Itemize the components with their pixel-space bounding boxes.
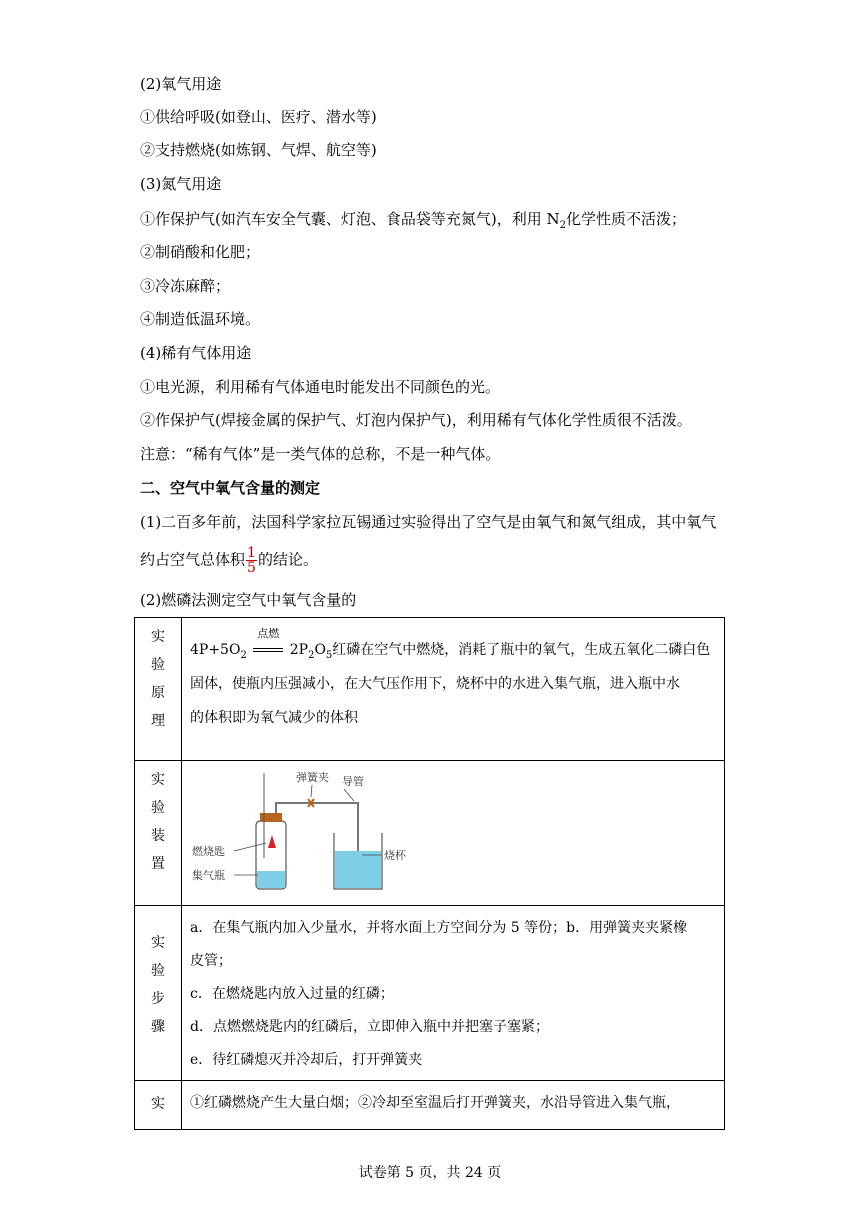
subscript: 2	[240, 649, 247, 661]
text-line: ②制硝酸和化肥；	[140, 243, 261, 261]
section-noble-gas-uses: (4)稀有气体用途	[140, 344, 252, 362]
section-heading: 二、空气中氧气含量的测定	[140, 479, 321, 497]
fraction	[246, 546, 257, 575]
table-row-principle	[135, 618, 725, 761]
header-char: 验	[151, 657, 165, 673]
text-line	[140, 546, 318, 575]
header-char: 理	[151, 713, 165, 729]
fraction-denominator: 5	[247, 560, 256, 576]
leader-line	[311, 785, 312, 797]
text-line: ①供给呼吸(如登山、医疗、潜水等)	[140, 108, 377, 126]
header-char: 实	[151, 629, 165, 645]
text-line: ②作保护气(焊接金属的保护气、灯泡内保护气)，利用稀有气体化学性质很不活泼。	[140, 411, 692, 429]
text-fragment: 化学性质不活泼；	[565, 210, 686, 228]
label-bottle: 集气瓶	[192, 869, 225, 882]
equation-line	[190, 627, 716, 661]
text-line: ④制造低温环境。	[140, 310, 261, 328]
step-line: 皮管；	[190, 953, 232, 969]
beaker-water	[335, 851, 381, 888]
principle-text: 红磷在空气中燃烧，消耗了瓶中的氧气，生成五氧化二磷白色	[332, 642, 711, 658]
label-spoon: 燃烧匙	[192, 845, 225, 858]
step-line: d．点燃燃烧匙内的红磷后，立即伸入瓶中并把塞子塞紧；	[190, 1019, 549, 1035]
step-line: a．在集气瓶内加入少量水，并将水面上方空间分为 5 等份；b．用弹簧夹夹紧橡	[190, 920, 688, 936]
header-char: 装	[151, 828, 165, 844]
text-fragment: 的结论。	[257, 550, 318, 569]
text-line	[140, 209, 686, 229]
principle-cell	[182, 618, 725, 761]
page-footer: 试卷第 5 页，共 24 页	[358, 1165, 502, 1181]
apparatus-diagram	[186, 763, 426, 903]
principle-text: 的体积即为氧气减少的体积	[190, 710, 358, 726]
leader-line	[344, 789, 354, 801]
text-line: (2)燃磷法测定空气中氧气含量的	[140, 591, 357, 609]
header-char: 骤	[151, 1019, 165, 1035]
row-header	[135, 1081, 182, 1130]
text-line: ①电光源，利用稀有气体通电时能发出不同颜色的光。	[140, 378, 501, 396]
equals-sign	[253, 648, 283, 652]
header-char: 验	[151, 800, 165, 816]
equation-right: 2P	[289, 642, 309, 658]
header-char: 置	[151, 856, 165, 872]
label-clamp: 弹簧夹	[296, 771, 329, 784]
subscript: 5	[325, 649, 333, 661]
row-header	[135, 618, 182, 761]
text-line: (1)二百多年前，法国科学家拉瓦锡通过实验得出了空气是由氧气和氮气组成，其中氧气	[140, 513, 717, 531]
header-char: 原	[151, 685, 165, 701]
note-line: 注意：“稀有气体”是一类气体的总称，不是一种气体。	[140, 445, 501, 463]
experiment-table	[134, 617, 725, 1130]
table-row-steps	[135, 906, 725, 1081]
flame-icon	[268, 835, 276, 848]
equation-left: 4P+5O	[190, 642, 241, 658]
label-beaker: 烧杯	[384, 849, 406, 862]
text-fragment: ①作保护气(如汽车安全气囊、灯泡、食品袋等充氮气)，利用 N	[140, 210, 560, 228]
condition-label: 点燃	[257, 627, 280, 640]
step-line: c．在燃烧匙内放入过量的红磷；	[190, 986, 394, 1002]
text-line: ②支持燃烧(如炼钢、气焊、航空等)	[140, 141, 377, 159]
header-char: 实	[151, 1096, 165, 1112]
table-row-apparatus	[135, 761, 725, 906]
step-line: e．待红磷熄灭并冷却后，打开弹簧夹	[190, 1052, 423, 1068]
phenomenon-text: ①红磷燃烧产生大量白烟；②冷却至室温后打开弹簧夹，水沿导管进入集气瓶，	[190, 1095, 680, 1111]
subscript: 2	[308, 649, 315, 661]
row-header	[135, 761, 182, 906]
leader-line	[234, 843, 266, 851]
phenomenon-cell	[182, 1081, 725, 1130]
reaction-condition	[251, 627, 285, 660]
row-header	[135, 906, 182, 1081]
principle-text: 固体，使瓶内压强减小，在大气压作用下，烧杯中的水进入集气瓶，进入瓶中水	[190, 676, 680, 692]
text-fragment: 约占空气总体积	[140, 550, 246, 569]
section-oxygen-uses: (2)氧气用途	[140, 75, 222, 93]
text-line: ③冷冻麻醉；	[140, 277, 231, 295]
bottle-water	[257, 871, 285, 888]
table-row-phenomenon	[135, 1081, 725, 1130]
apparatus-cell	[182, 761, 725, 906]
stopper	[260, 813, 282, 822]
label-tube: 导管	[342, 775, 364, 788]
header-char: 实	[151, 935, 165, 951]
header-char: 验	[151, 963, 165, 979]
subscript: 2	[559, 220, 566, 231]
steps-cell	[182, 906, 725, 1081]
header-char: 实	[151, 772, 165, 788]
equation-right: O	[314, 642, 326, 658]
fraction-numerator: 1	[247, 545, 256, 561]
header-char: 步	[151, 991, 165, 1007]
section-nitrogen-uses: (3)氮气用途	[140, 175, 222, 193]
